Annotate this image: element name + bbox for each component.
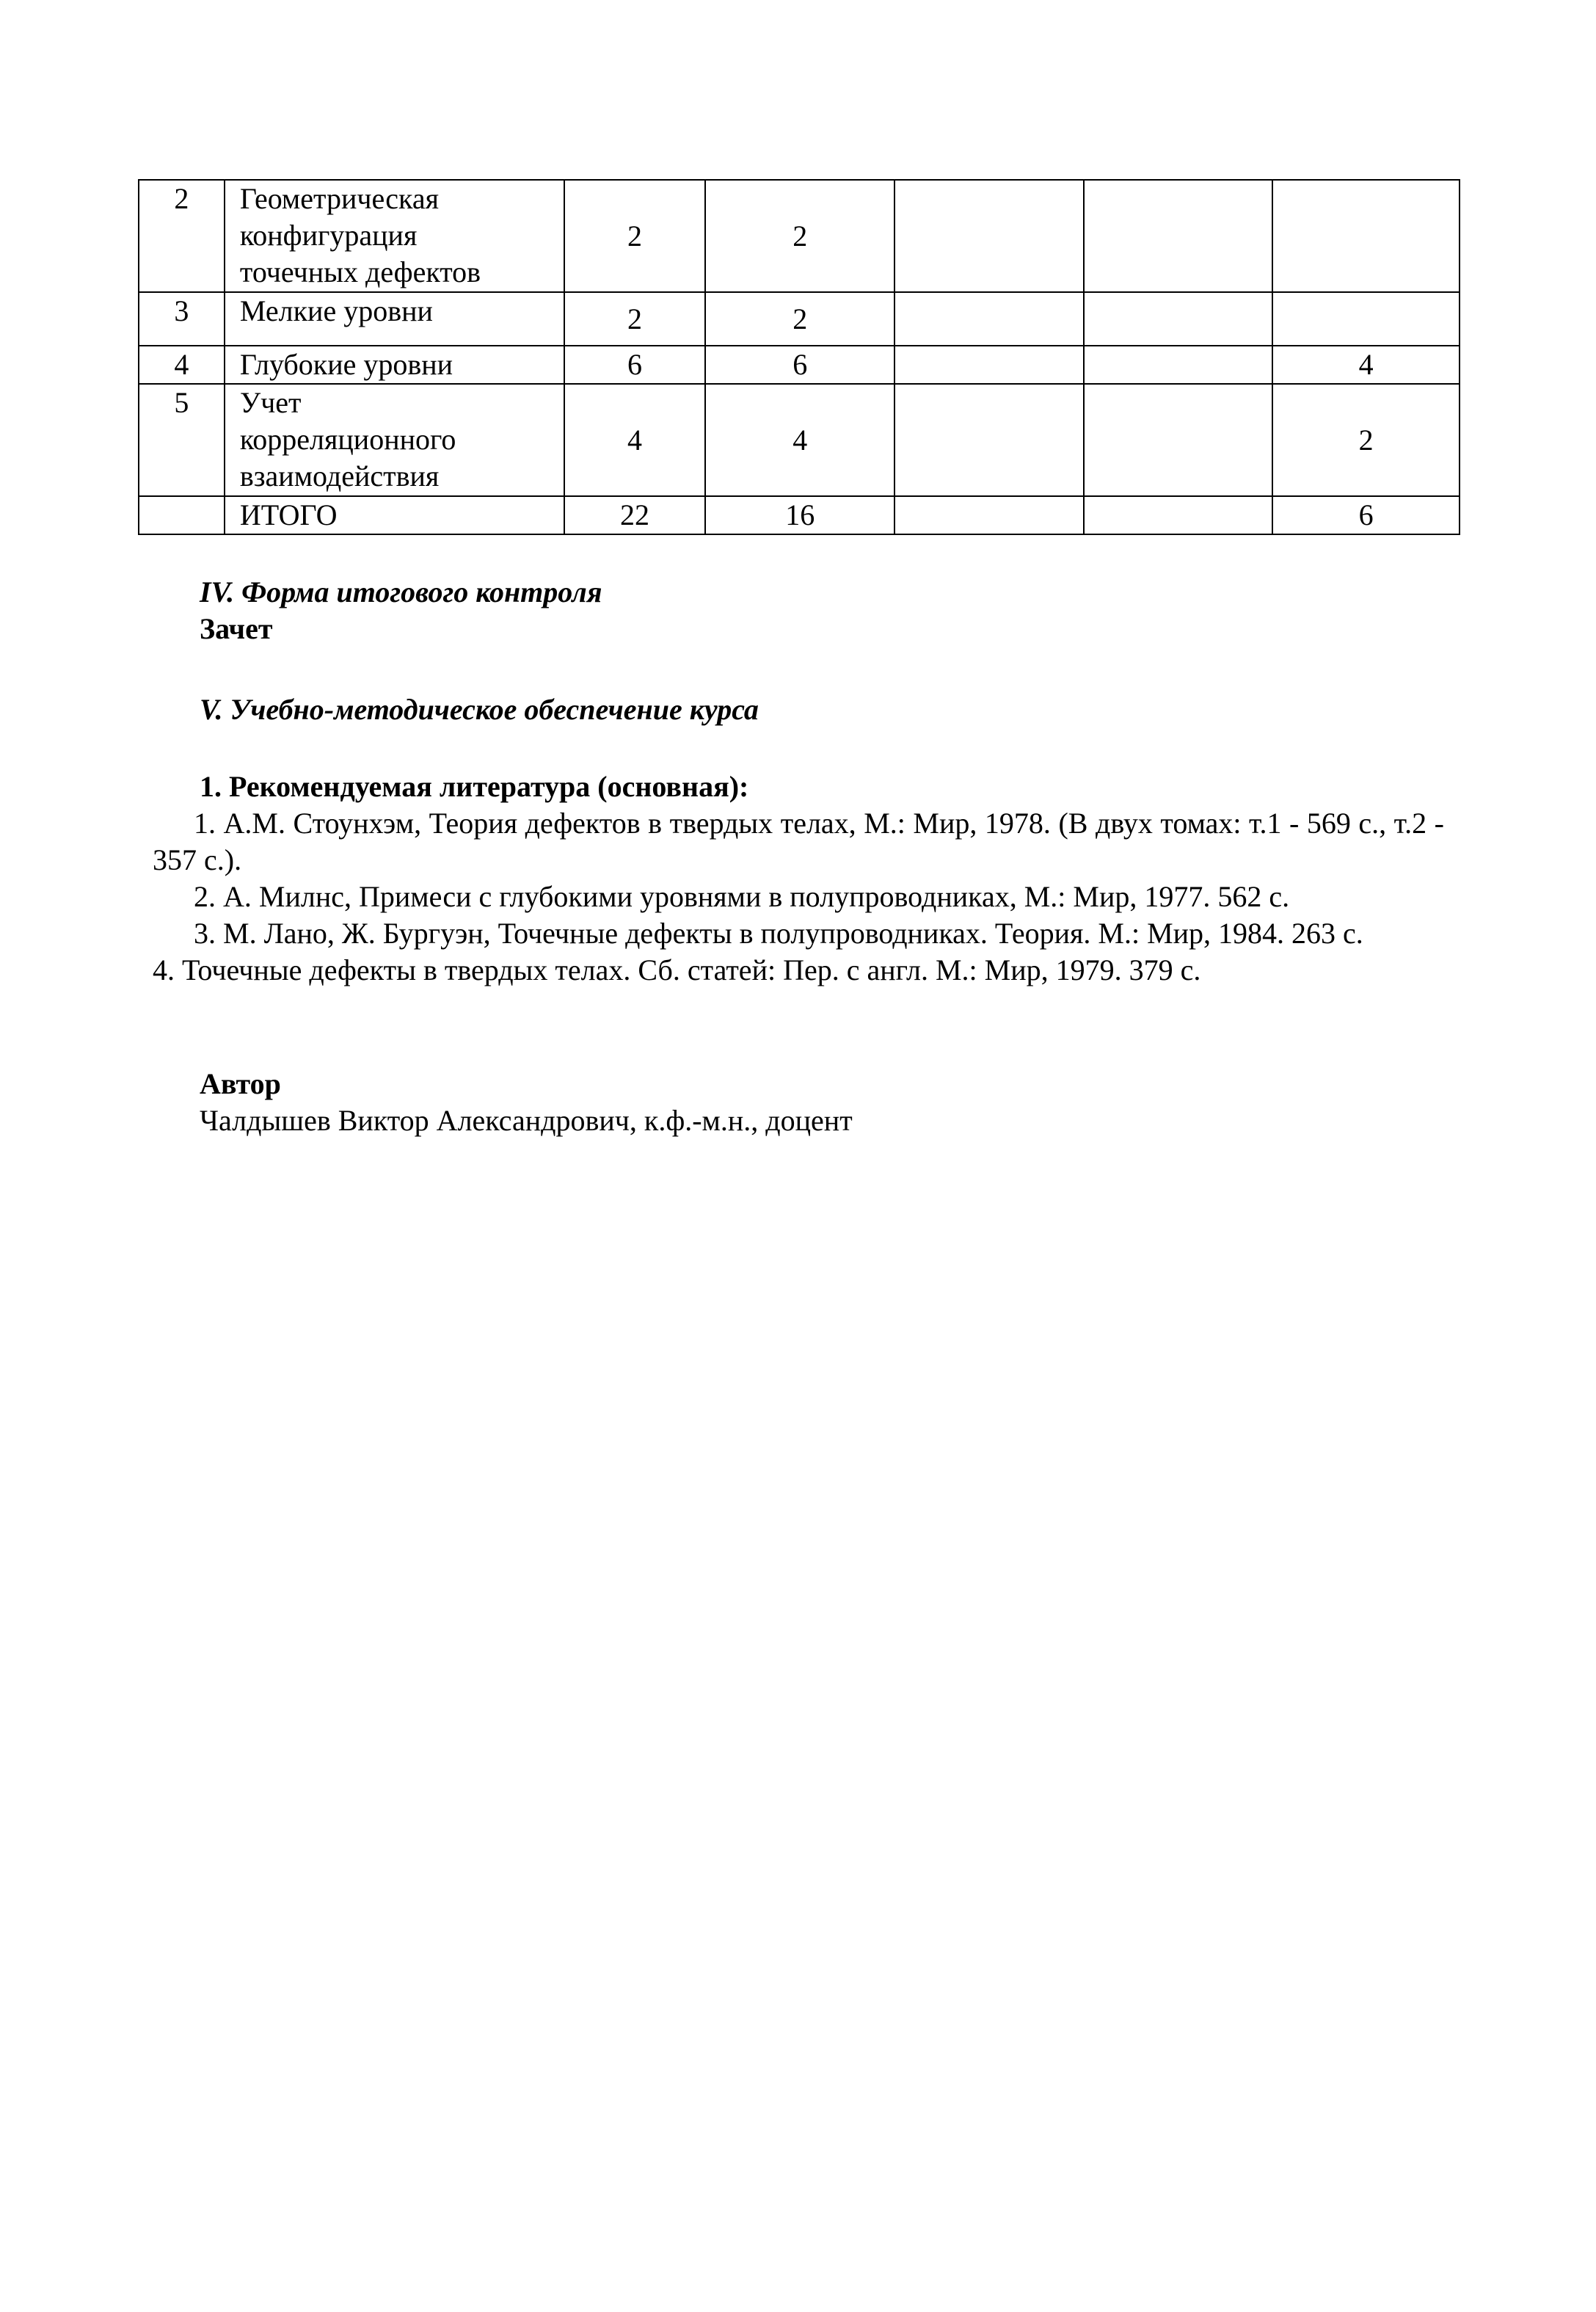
cell-lecture-hours: 16 <box>705 496 894 534</box>
cell-col6 <box>1084 496 1273 534</box>
topic-line: корреляционного <box>239 423 456 456</box>
cell-col6 <box>1084 384 1273 496</box>
cell-total-hours: 22 <box>564 496 706 534</box>
topic-line: Глубокие уровни <box>239 348 453 381</box>
row-number: 4 <box>139 346 225 384</box>
table-row <box>139 180 1460 292</box>
cell-total-hours: 4 <box>564 384 706 496</box>
literature-item: 1. А.М. Стоунхэм, Теория дефектов в твердых телах, М.: Мир, 1978. (В двух томах: т.1 - 569 с., т.2 - 357 с.). <box>153 807 1444 876</box>
course-plan-table <box>138 179 1460 535</box>
row-topic <box>225 496 564 534</box>
cell-col5 <box>894 496 1084 534</box>
cell-col7 <box>1272 292 1460 346</box>
row-topic <box>225 346 564 384</box>
cell-lecture-hours: 2 <box>705 292 894 346</box>
cell-lecture-hours: 6 <box>705 346 894 384</box>
topic-line: ИТОГО <box>239 498 338 531</box>
cell-lecture-hours: 2 <box>705 180 894 292</box>
cell-col5 <box>894 292 1084 346</box>
cell-col5 <box>894 346 1084 384</box>
topic-line: Мелкие уровни <box>239 294 433 327</box>
literature-item: 2. А. Милнс, Примеси с глубокими уровнями в полупроводниках, М.: Мир, 1977. 562 с. <box>194 880 1290 913</box>
author-name: Чалдышев Виктор Александрович, к.ф.-м.н., доцент <box>200 1104 853 1137</box>
row-topic <box>225 384 564 496</box>
cell-col6 <box>1084 346 1273 384</box>
row-number <box>139 496 225 534</box>
row-number: 3 <box>139 292 225 346</box>
cell-total-hours: 2 <box>564 180 706 292</box>
cell-col6 <box>1084 180 1273 292</box>
row-topic <box>225 292 564 346</box>
topic-line: Учет <box>239 386 302 419</box>
topic-line: взаимодействия <box>239 459 440 492</box>
topic-line: конфигурация <box>239 219 418 252</box>
topic-line: Геометрическая <box>239 182 439 215</box>
cell-col6 <box>1084 292 1273 346</box>
cell-total-hours: 6 <box>564 346 706 384</box>
table-row <box>139 384 1460 496</box>
cell-total-hours: 2 <box>564 292 706 346</box>
row-number: 2 <box>139 180 225 292</box>
cell-lecture-hours: 4 <box>705 384 894 496</box>
literature-item: 3. М. Лано, Ж. Бургуэн, Точечные дефекты в полупроводниках. Теория. М.: Мир, 1984. 263 с. <box>194 917 1363 950</box>
row-topic <box>225 180 564 292</box>
control-form: Зачет <box>200 612 273 645</box>
cell-col5 <box>894 384 1084 496</box>
literature-item: 4. Точечные дефекты в твердых телах. Сб. статей: Пер. с англ. М.: Мир, 1979. 379 с. <box>153 953 1201 986</box>
author-label: Автор <box>200 1067 281 1100</box>
cell-col7: 2 <box>1272 384 1460 496</box>
section-4-heading: IV. Форма итогового контроля <box>200 575 602 608</box>
cell-col7 <box>1272 180 1460 292</box>
table-row <box>139 346 1460 384</box>
cell-col5 <box>894 180 1084 292</box>
literature-list <box>153 805 1444 989</box>
topic-line: точечных дефектов <box>239 255 481 288</box>
literature-heading: 1. Рекомендуемая литература (основная): <box>200 770 749 803</box>
row-number: 5 <box>139 384 225 496</box>
table-row <box>139 292 1460 346</box>
table-row-total <box>139 496 1460 534</box>
section-5-heading: V. Учебно-методическое обеспечение курса <box>200 693 759 726</box>
cell-col7: 4 <box>1272 346 1460 384</box>
cell-col7: 6 <box>1272 496 1460 534</box>
